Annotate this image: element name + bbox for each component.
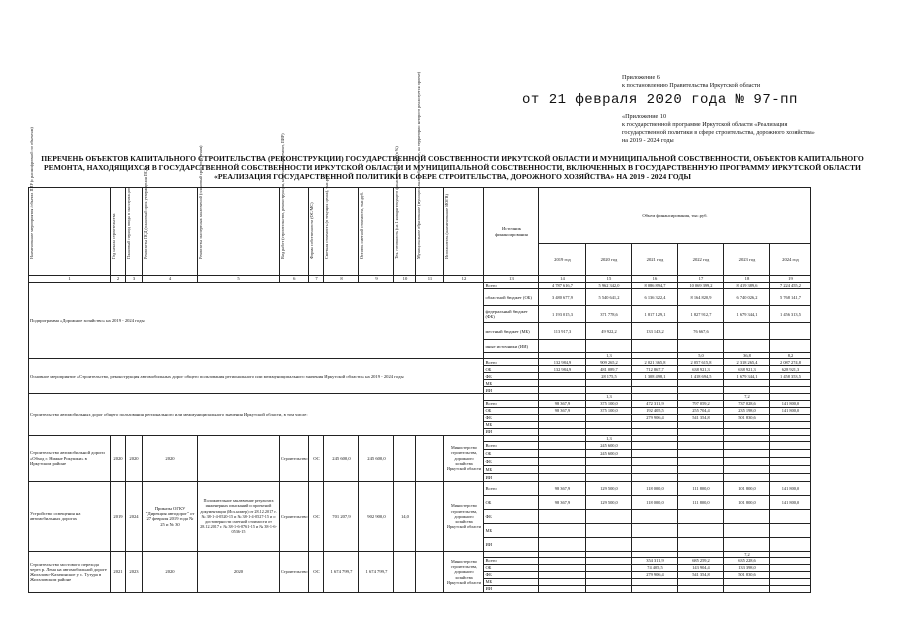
amount-cell: 101 800,0 [724,495,770,509]
object1-start: 2020 [111,435,126,481]
amount-cell: 4 787 616,7 [539,283,586,289]
object2-rest: 902 900,0 [359,481,394,551]
amount-cell: 235 198,0 [724,407,770,414]
object1-name: Строительство автомобильной дороги «Обход г. Нижне Рокушки» в Иркутском районе [29,435,111,481]
amount-cell: 1 679 344,1 [724,306,770,323]
object2-work-type: Строительство [280,481,309,551]
amount-cell: 1,3 [586,435,632,441]
amount-cell: 3 480 677,9 [539,289,586,306]
amount-cell: 628 921,3 [770,366,811,373]
source-label: МБ [484,523,539,537]
col-number: 13 [484,276,539,283]
amount-cell: 1,3 [586,353,632,359]
object2-expertise: Положительное заключение результата инженерных изысканий и проектной документации (Исх.номер) от 28.12.2017 г. № 38-1-4-0520-15 и № 38-1-4-0527-15 и о достоверности сметной стоимости от 28.12.2017 г. № 38-1-6-0761-15 и № 38-1-6-0536-15 [198,481,280,551]
source-label: иные источники (ИИ) [484,340,539,353]
source-label: ФБ [484,373,539,380]
source-label: МБ [484,465,539,473]
amount-cell: 481 089,7 [586,366,632,373]
amount-cell: 501 830,6 [724,414,770,421]
col-number: 19 [770,276,811,283]
object2-end: 2024 [126,481,143,551]
col-header-2022: 2022 год [678,244,724,276]
object1-readiness [394,435,416,481]
program-years: на 2019 - 2024 годы [622,137,674,144]
source-label: Всего [484,558,539,565]
amount-cell: 541 354,8 [678,414,724,421]
source-label: ОБ [484,495,539,509]
amount-cell: 1 308 498,1 [632,373,678,380]
col-header-ownership: Форма собственности (ОС/МС) [309,201,315,259]
object2-executor: Министерство строительства, дорожного хозяйства Иркутской области [444,481,484,551]
col-header-2023: 2023 год [724,244,770,276]
amount-cell: 5 768 141,7 [770,289,811,306]
object2-name: Устройство освещения на автомобильных дорогах [29,481,111,551]
object3-executor: Министерство строительства, дорожного хозяйства Иркутской области [444,551,484,592]
col-number: 7 [309,276,324,283]
amount-cell: 2 021 365,8 [632,359,678,366]
col-number: 1 [29,276,111,283]
construction-group-name: Строительство автомобильных дорог общего пользования регионального или межмуниципального значения Иркутской области, в том числе: [29,394,484,435]
col-header-rest: Остаток сметной стоимости, тыс.руб. [359,191,365,259]
amount-cell: 49 922,2 [586,323,632,340]
col-number: 16 [632,276,678,283]
amount-cell: 133 398,0 [724,565,770,572]
amount-cell: 7,2 [724,394,770,400]
amount-cell: 132 984,9 [539,359,586,366]
amount-cell: 909 265,2 [586,359,632,366]
resolution-date: от 21 февраля 2020 года № 97-пп [522,92,798,108]
col-number: 10 [394,276,416,283]
col-header-period: Плановый период ввода в эксплуатацию [126,186,131,259]
amount-cell: 98 367,9 [539,407,586,414]
amount-cell: 5 540 641,2 [586,289,632,306]
amount-cell: 118 000,0 [632,495,678,509]
col-number: 17 [678,276,724,283]
amount-cell: 192 405,5 [632,407,678,414]
source-label: Всего [484,359,539,366]
source-label: МБ [484,579,539,586]
object2-readiness: 14,0 [394,481,416,551]
col-header-2021: 2021 год [632,244,678,276]
source-label: МБ [484,421,539,428]
amount-cell: 638 921,3 [678,366,724,373]
amount-cell: 685 259,2 [678,558,724,565]
amount-cell: 2 057 615,8 [678,359,724,366]
amount-cell: 635 228,6 [724,558,770,565]
amount-cell: 101 800,0 [724,481,770,495]
object2-psd: Приказы ОГКУ "Дирекция автодорог" от 27 февраля 2019 года № 25 и № 30 [143,481,198,551]
source-label: ИИ [484,586,539,593]
source-label: МБ [484,380,539,387]
appendix-resolution: к постановлению Правительства Иркутской области [622,82,761,89]
col-header-readiness: Тех. готовность (на 1 января текущего финансового года) (в %) [394,145,400,259]
source-label: ОБ [484,366,539,373]
amount-cell: 141 800,0 [770,400,811,407]
source-label: Всего [484,400,539,407]
amount-cell: 8 419 389,6 [724,283,770,289]
col-header-work-type: Вид работ (строительство, реконструкция, капитальный ремонт, ПИР) [280,133,285,259]
amount-cell: 8 086 894,7 [632,283,678,289]
source-label: ФБ [484,509,539,523]
amount-cell: 279 906,4 [632,572,678,579]
amount-cell: 1,3 [586,394,632,400]
appendix-10: «Приложение 10 [622,113,667,120]
table-row [29,359,811,366]
col-number: 11 [416,276,444,283]
source-label: Всего [484,441,539,449]
amount-cell: 7 224 455,2 [770,283,811,289]
table-row [29,283,811,289]
source-label: ФБ [484,457,539,465]
amount-cell: 8 164 820,9 [678,289,724,306]
source-label: ИИ [484,473,539,481]
col-header-psd: Реквизиты ПСД (плановый срок утверждения ПСД) [143,165,148,259]
col-header-name: Наименование мероприятия /объекта ПИР (с расшифровкой по объектам) [29,126,34,259]
object3-name: Строительство мостового перехода через р. Ленa на автомобильной дороге Жигалово-Казачинское у с. Тутура в Жигаловском районе [29,551,111,592]
amount-cell: 10 069 399,2 [678,283,724,289]
source-label: ИИ [484,537,539,551]
amount-cell: 501 830,6 [724,572,770,579]
object1-end: 2020 [126,435,143,481]
object2-cost: 701 207,9 [324,481,359,551]
source-label: областной бюджет (ОБ) [484,289,539,306]
col-number: 18 [724,276,770,283]
amount-cell: 74 405,5 [632,565,678,572]
col-header-source: Источник финансирования [484,188,539,276]
amount-cell: 6 136 322,4 [632,289,678,306]
amount-cell: 712 867,7 [632,366,678,373]
col-header-start: Год начала строительства [111,213,116,259]
amount-cell: 6 740 026,2 [724,289,770,306]
amount-cell: 7,2 [724,551,770,557]
object2-ownership: ОС [309,481,324,551]
amount-cell: 255 704,4 [678,407,724,414]
amount-cell: 371 778,6 [586,306,632,323]
subprogram-name: Подпрограмма «Дорожное хозяйство» на 2019 - 2024 годы [29,283,484,359]
amount-cell: 375 100,0 [586,400,632,407]
col-number: 5 [198,276,280,283]
amount-cell: 133 143,2 [632,323,678,340]
amount-cell [770,323,811,340]
col-header-2020: 2020 год [586,244,632,276]
amount-cell: 1 456 313,5 [770,306,811,323]
object1-rest: 245 600,0 [359,435,394,481]
object1-expertise [198,435,280,481]
amount-cell: 98 367,9 [539,481,586,495]
amount-cell: 797 059,2 [678,400,724,407]
amount-cell: 132 984,9 [539,366,586,373]
amount-cell: 28 175,5 [586,373,632,380]
object3-cost: 1 674 799,7 [324,551,359,592]
amount-cell: 118 000,0 [632,481,678,495]
amount-cell: 1 193 015,3 [539,306,586,323]
col-header-executor: Исполнитель (наименование ИОГВ) [444,193,450,259]
amount-cell: 245 600,0 [586,449,632,457]
col-header-2024: 2024 год [770,244,811,276]
source-label: ФБ [484,414,539,421]
source-label: ОБ [484,565,539,572]
col-number: 9 [359,276,394,283]
amount-cell: 541 354,8 [678,572,724,579]
amount-cell: 76 667,6 [678,323,724,340]
col-number: 8 [324,276,359,283]
amount-cell: 1 418 694,5 [678,373,724,380]
amount-cell: 245 600,0 [586,441,632,449]
object1-ownership: ОС [309,435,324,481]
amount-cell: 2 318 265,4 [724,359,770,366]
object1-psd: 2020 [143,435,198,481]
amount-cell: 141 800,0 [770,495,811,509]
col-number: 15 [586,276,632,283]
amount-cell: 98 367,9 [539,400,586,407]
col-number: 3 [126,276,143,283]
document-title: ПЕРЕЧЕНЬ ОБЪЕКТОВ КАПИТАЛЬНОГО СТРОИТЕЛЬСТВА (РЕКОНСТРУКЦИИ) ГОСУДАРСТВЕННОЙ СОБСТВЕННОСТИ ИРКУТСКОЙ ОБЛАСТИ И МУНИЦИПАЛЬНОЙ СОБСТВЕННОСТИ, ОБЪЕКТОВ КАПИТАЛЬНОГО РЕМОНТА, НАХОДЯЩИХСЯ В ГОСУДАРСТВЕННОЙ СОБСТВЕННОСТИ ИРКУТСКОЙ ОБЛАСТИ И МУНИЦИПАЛЬНОЙ СОБСТВЕННОСТИ, ВКЛЮЧЕННЫХ В ГОСУДАРСТВЕННУЮ ПРОГРАММУ ИРКУТСКОЙ ОБЛАСТИ «РЕАЛИЗАЦИЯ ГОСУДАРСТВЕННОЙ ПОЛИТИКИ В СФЕРЕ СТРОИТЕЛЬСТВА, ДОРОЖНОГО ХОЗЯЙСТВА» НА 2019 - 2024 ГОДЫ [41,154,864,181]
object1-work-type: Строительство [280,435,309,481]
object3-readiness [394,551,416,592]
amount-cell: 129 500,0 [586,495,632,509]
col-header-cost: Сметная стоимость (в текущих ценах), тыс.руб. [324,173,330,259]
source-label: ИИ [484,428,539,435]
source-label: ОБ [484,449,539,457]
amount-cell: 129 500,0 [586,481,632,495]
object1-executor: Министерство строительства, дорожного хозяйства Иркутской области [444,435,484,481]
program-policy: государственной политики в сфере строительства, дорожного хозяйства» [622,129,815,136]
source-label: ФБ [484,572,539,579]
amount-cell: 5 962 342,0 [586,283,632,289]
object3-rest: 1 674 799,7 [359,551,394,592]
amount-cell: 354 311,9 [632,558,678,565]
amount-cell: 638 921,3 [724,366,770,373]
amount-cell: 143 904,4 [678,565,724,572]
amount-cell: 113 917,3 [539,323,586,340]
amount-cell: 5,0 [678,353,724,359]
column-numbers-row [29,276,811,283]
amount-cell: 279 906,4 [632,414,678,421]
col-header-expertise: Реквизиты экспертных заключений (плановый срок получения) [198,145,203,259]
source-label: местный бюджет (МБ) [484,323,539,340]
col-number: 14 [539,276,586,283]
amount-cell: 98 367,9 [539,495,586,509]
amount-cell: 8,2 [770,353,811,359]
col-header-2019: 2019 год [539,244,586,276]
table-header-row [29,188,811,244]
object3-end: 2023 [126,551,143,592]
object3-expertise: 2020 [198,551,280,592]
object3-work-type: Строительство [280,551,309,592]
appendix-number: Приложение 6 [622,74,660,81]
col-number: 12 [444,276,484,283]
amount-cell: 737 028,6 [724,400,770,407]
col-number: 4 [143,276,198,283]
amount-cell: 1 817 129,1 [632,306,678,323]
amount-cell [539,373,586,380]
program-name: к государственной программе Иркутской области «Реализация [622,121,788,128]
amount-cell: 141 800,0 [770,407,811,414]
amount-cell: 2 087 274,8 [770,359,811,366]
object2-start: 2019 [111,481,126,551]
amount-cell: 111 800,0 [678,495,724,509]
col-header-municipality: Муниципальное образование (муниципальное образование, на территории которого реализуется проект) [416,71,422,259]
object3-ownership: ОС [309,551,324,592]
source-label: ИИ [484,387,539,394]
amount-cell: 141 800,0 [770,481,811,495]
source-label: Всего [484,481,539,495]
object3-start: 2021 [111,551,126,592]
amount-cell: 375 100,0 [586,407,632,414]
table-row [29,481,811,495]
amount-cell: 1 827 912,7 [678,306,724,323]
main-activity-name: Основное мероприятие «Строительство, реконструкция автомобильных дорог общего пользования регионального или межмуниципального значения Иркутской области» на 2019 - 2024 годы [29,359,484,394]
source-label: федеральный бюджет (ФБ) [484,306,539,323]
col-number: 2 [111,276,126,283]
amount-cell: 36,8 [724,353,770,359]
amount-cell: 472 311,9 [632,400,678,407]
col-number: 6 [280,276,309,283]
col-header-financing: Объем финансирования, тыс.руб. [539,188,811,244]
object3-psd: 2020 [143,551,198,592]
source-label: Всего [484,283,539,289]
amount-cell [724,323,770,340]
amount-cell: 1 679 344,1 [724,373,770,380]
amount-cell: 111 800,0 [678,481,724,495]
source-label: ОБ [484,407,539,414]
amount-cell: 1 458 353,5 [770,373,811,380]
object1-cost: 245 600,0 [324,435,359,481]
